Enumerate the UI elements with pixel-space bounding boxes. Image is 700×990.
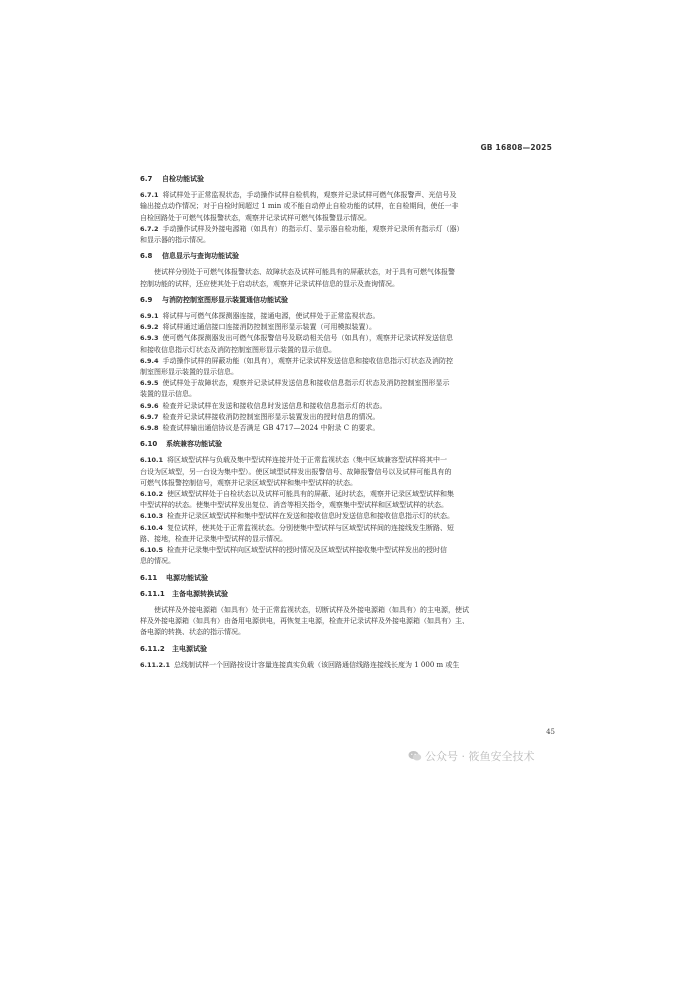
wechat-icon [408,750,422,762]
section-heading-6-10: 6.10 系统兼容功能试验 [140,440,222,449]
paragraph-6-8-line1: 使试样分别处于可燃气体报警状态、故障状态及试样可能具有的屏蔽状态，对于具有可燃气体报警 [154,268,455,277]
subsection-heading-6-11-1: 6.11.1 主备电源转换试验 [140,589,228,598]
page-number: 45 [546,728,555,736]
clause-6-7-1-line3: 自检回路处于可燃气体报警状态，观察并记录试样可燃气体报警显示情况。 [140,213,371,222]
clause-6-10-5: 6.10.5 检查并记录集中型试样向区域型试样的授时情况及区域型试样接收集中型试样发出的授时信 [140,546,448,555]
paragraph-6-8-line2: 控制功能的试样，还应使其处于启动状态，观察并记录试样信息的显示及查询情况。 [140,279,399,288]
section-heading-6-7: 6.7 自检功能试验 [140,175,204,183]
watermark [408,748,535,764]
clause-6-9-8: 6.9.8 检查试样输出通信协议是否满足 GB 4717—2024 中附录 C 的要求。 [140,424,380,433]
clause-6-9-5-line2: 装置的显示信息。 [140,390,196,399]
clause-6-10-5-line2: 息的情况。 [140,557,175,566]
standard-number: GB 16808—2025 [480,143,552,152]
clause-6-10-4-line2: 路、接地，检查并记录集中型试样的显示情况。 [140,534,287,543]
paragraph-6-11-1-line3: 备电源的转换、状态的指示情况。 [140,628,245,637]
paragraph-6-11-1-line1: 使试样及外接电源箱（如具有）处于正常监视状态，切断试样及外接电源箱（如具有）的主电源，使试 [154,605,469,614]
subsection-heading-6-11-2: 6.11.2 主电源试验 [140,644,207,653]
clause-6-9-3: 6.9.3 使可燃气体探测器发出可燃气体报警信号及联动相关信号（如具有），观察并记录试样发送信息 [140,334,454,343]
clause-6-7-1: 6.7.1 将试样处于正常监视状态，手动操作试样自检机构，观察并记录试样可燃气体报警声、光信号及 [140,191,457,200]
clause-6-9-1: 6.9.1 将试样与可燃气体探测器连接，接通电源，使试样处于正常监视状态。 [140,312,380,321]
clause-6-9-7: 6.9.7 检查并记录试样接收消防控制室图形显示装置发出的授时信息的情况。 [140,412,380,421]
clause-6-10-3: 6.10.3 检查并记录区域型试样和集中型试样在发送和接收信息时发送信息和接收信息指示灯的状态。 [140,512,455,521]
watermark-text: 公众号 · 筱鱼安全技术 [425,750,535,763]
clause-6-9-5: 6.9.5 使试样处于故障状态，观察并记录试样发送信息和接收信息指示灯状态及消防控制室图形显示 [140,379,450,388]
clause-6-9-2: 6.9.2 将试样通过通信接口连接消防控制室图形显示装置（可用模拟装置）。 [140,323,377,332]
clause-6-7-2: 6.7.2 手动操作试样及外接电源箱（如具有）的指示灯、显示器自检功能，观察并记录所有指示灯（器） [140,224,464,233]
clause-6-7-2-line2: 和显示器的指示情况。 [140,236,210,245]
clause-6-7-1-line2: 输出接点动作情况；对于自检时间超过 1 min 或不能自动停止自检功能的试样，在自检期间，使任一非 [140,202,459,211]
clause-6-10-2: 6.10.2 使区域型试样处于自检状态以及试样可能具有的屏蔽、延时状态，观察并记录区域型试样和集 [140,490,455,499]
clause-6-10-4: 6.10.4 复位试样，使其处于正常监视状态。分别使集中型试样与区域型试样间的连接线发生断路、短 [140,523,455,532]
clause-6-10-1: 6.10.1 将区域型试样与负载及集中型试样连接并处于正常监视状态（集中区域兼容型试样将其中一 [140,456,448,465]
clause-6-9-3-line2: 和接收信息指示灯状态及消防控制室图形显示装置的显示信息。 [140,345,336,354]
section-heading-6-9: 6.9 与消防控制室图形显示装置通信功能试验 [140,295,288,304]
document-body [140,174,555,671]
clause-6-9-4: 6.9.4 手动操作试样的屏蔽功能（如具有），观察并记录试样发送信息和接收信息指示灯状态及消防控 [140,356,454,365]
clause-6-10-1-line2: 台设为区域型，另一台设为集中型）。使区域型试样发出报警信号、故障报警信号以及试样可能具有的 [140,467,452,476]
clause-6-10-2-line2: 中型试样的状态。使集中型试样发出复位、消音等相关指令，观察集中型试样和区域型试样的状态。 [140,501,448,510]
paragraph-6-11-1-line2: 样及外接电源箱（如具有）由备用电源供电，再恢复主电源，检查并记录试样及外接电源箱（如具有）主、 [140,617,469,626]
clause-6-9-4-line2: 制室图形显示装置的显示信息。 [140,368,238,377]
section-heading-6-11: 6.11 电源功能试验 [140,573,208,582]
section-heading-6-8: 6.8 信息显示与查询功能试验 [140,252,239,261]
clause-6-9-6: 6.9.6 检查并记录试样在发送和接收信息时发送信息和接收信息指示灯的状态。 [140,401,387,410]
clause-6-11-2-1: 6.11.2.1 总线制试样一个回路按设计容量连接真实负载（该回路通信线路连接线长度为 1 000 m 或生 [140,660,460,669]
clause-6-10-1-line3: 可燃气体报警控制信号，观察并记录区域型试样和集中型试样的状态。 [140,478,357,487]
